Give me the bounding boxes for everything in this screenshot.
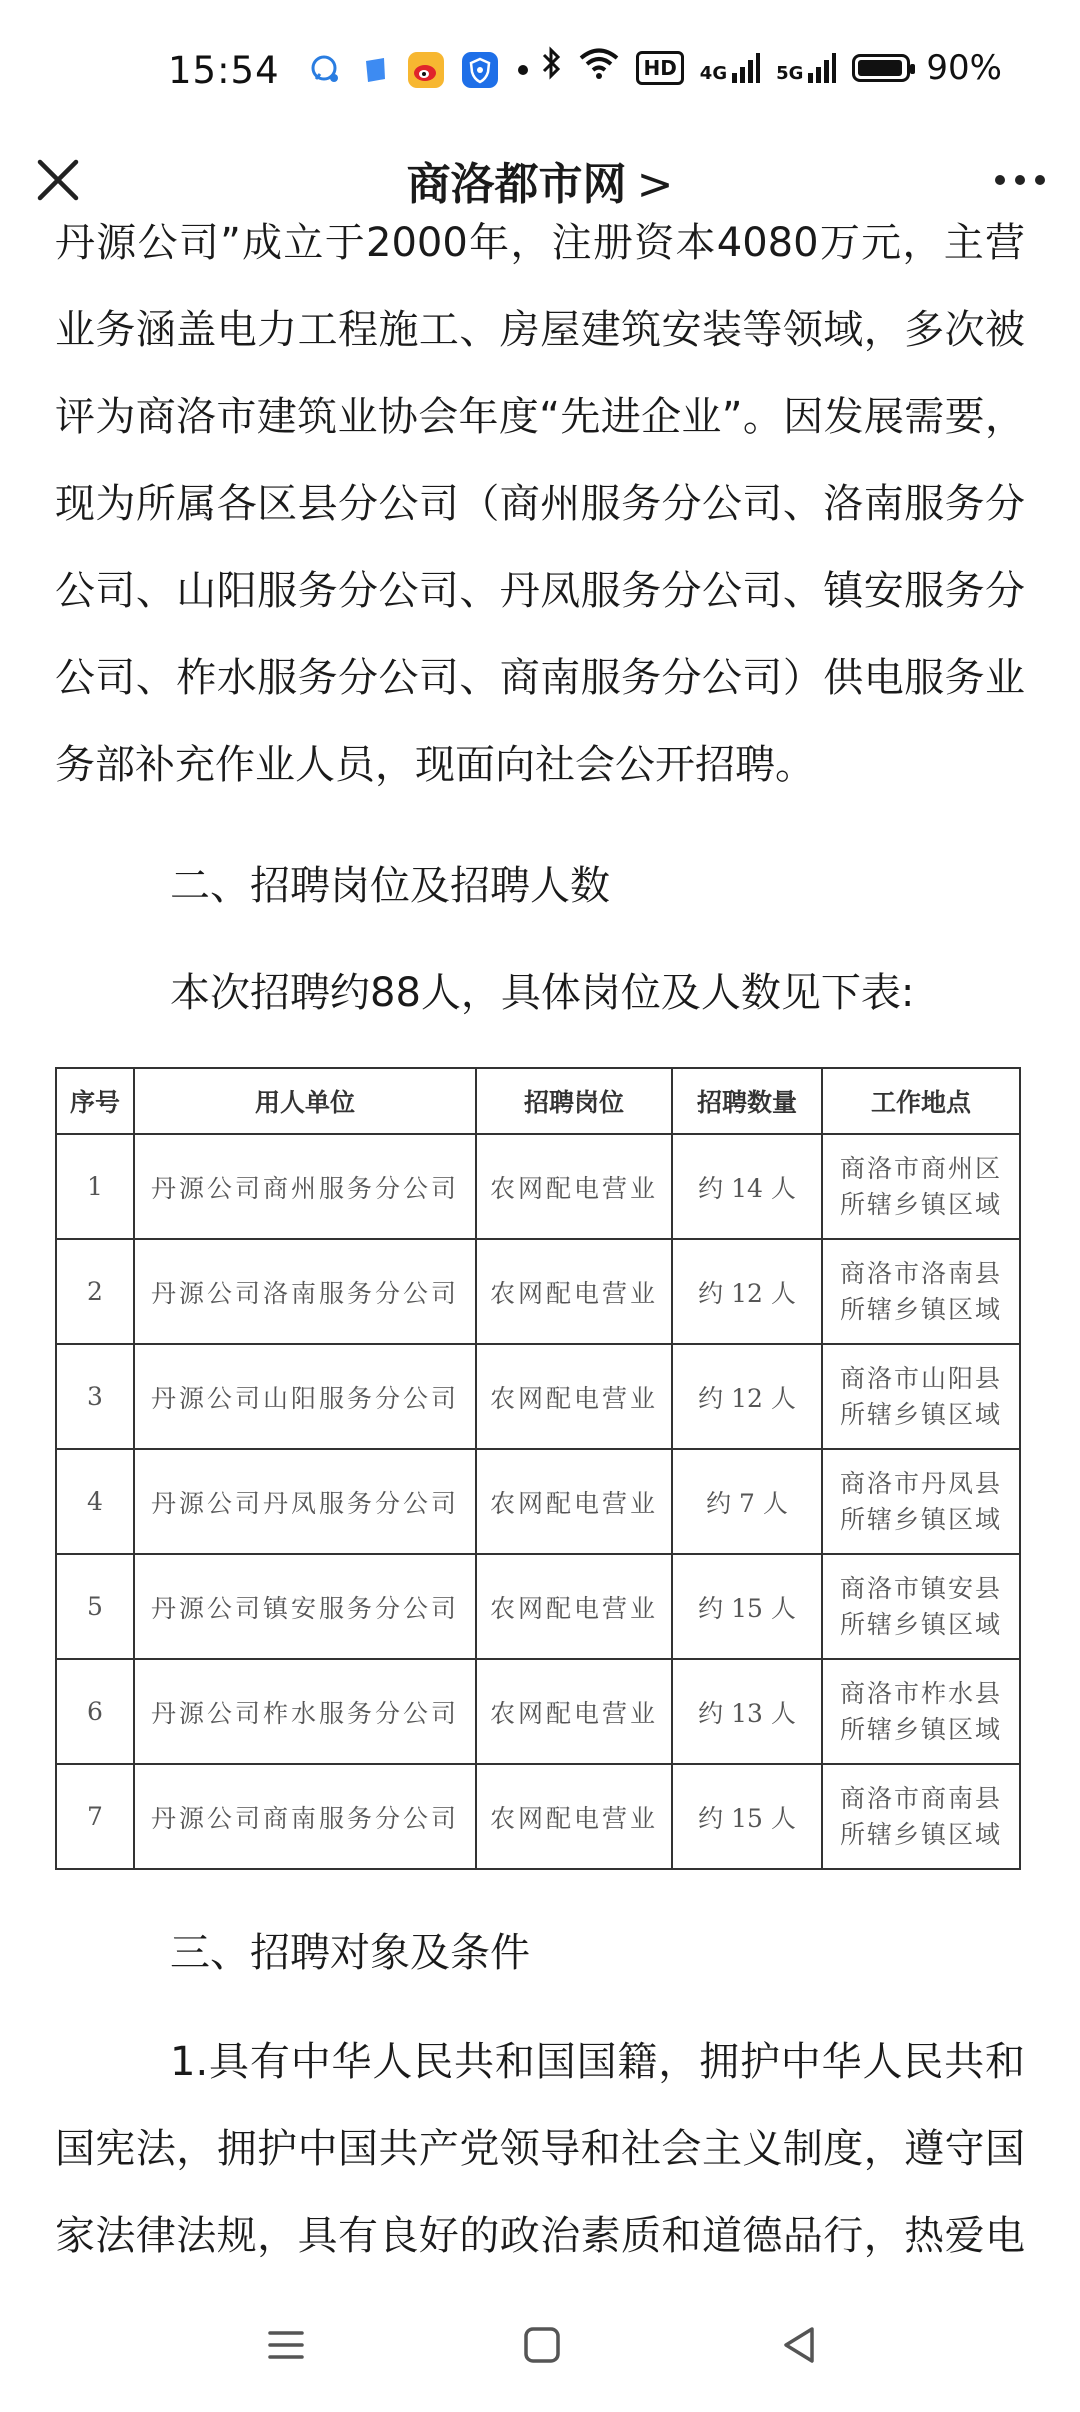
cell-count: 约 13 人 [672, 1659, 822, 1764]
cell-position: 农网配电营业 [476, 1764, 672, 1869]
cell-location: 商洛市洛南县 所辖乡镇区域 [822, 1239, 1020, 1344]
header-unit: 用人单位 [134, 1068, 476, 1134]
cell-count: 约 15 人 [672, 1554, 822, 1659]
table-row [56, 1659, 1020, 1764]
header-location: 工作地点 [822, 1068, 1020, 1134]
back-button[interactable] [770, 2315, 830, 2375]
intro-paragraph: 丹源公司”成立于2000年，注册资本4080万元，主营业务涵盖电力工程施工、房屋建筑安装等领域，多次被评为商洛市建筑业协会年度“先进企业”。因发展需要，现为所属各区县分公司（商州服务分公司、洛南服务分公司、山阳服务分公司、丹凤服务分公司、镇安服务分公司、柞水服务分公司、商南服务分公司）供电服务业务部补充作业人员，现面向社会公开招聘。 [55, 220, 1025, 788]
cell-no: 1 [56, 1134, 134, 1239]
cell-unit: 丹源公司镇安服务分公司 [134, 1554, 476, 1659]
header-no: 序号 [56, 1068, 134, 1134]
back-triangle-icon [770, 2315, 830, 2375]
recruitment-table [55, 1067, 1021, 1870]
section3-item1: 1.具有中华人民共和国国籍，拥护中华人民共和国宪法，拥护中国共产党领导和社会主义制度，遵守国家法律法规，具有良好的政治素质和道德品行，热爱电 [55, 2039, 1025, 2259]
section3-heading: 三、招聘对象及条件 [170, 1930, 530, 1976]
status-bar [0, 0, 1080, 140]
cell-position: 农网配电营业 [476, 1344, 672, 1449]
shield-app-icon [462, 52, 498, 88]
cell-count: 约 14 人 [672, 1134, 822, 1239]
chevron-right-icon: > [636, 159, 674, 210]
table-row [56, 1134, 1020, 1239]
cell-location: 商洛市商州区 所辖乡镇区域 [822, 1134, 1020, 1239]
cell-no: 2 [56, 1239, 134, 1344]
cell-position: 农网配电营业 [476, 1659, 672, 1764]
cell-count: 约 12 人 [672, 1344, 822, 1449]
navigation-bar [0, 2275, 1080, 2412]
table-row [56, 1449, 1020, 1554]
bluetooth-icon [540, 46, 562, 89]
cell-unit: 丹源公司商南服务分公司 [134, 1764, 476, 1869]
dot-icon [516, 63, 530, 77]
more-dots-icon [990, 160, 1050, 200]
table-row [56, 1554, 1020, 1659]
weibo-icon [408, 52, 444, 88]
menu-button[interactable] [256, 2315, 316, 2375]
cell-no: 5 [56, 1554, 134, 1659]
wifi-icon [578, 46, 620, 89]
status-right-cluster [540, 46, 1002, 89]
cell-location: 商洛市镇安县 所辖乡镇区域 [822, 1554, 1020, 1659]
menu-icon [256, 2315, 316, 2375]
section2-heading: 二、招聘岗位及招聘人数 [170, 863, 610, 909]
cell-position: 农网配电营业 [476, 1134, 672, 1239]
table-header-row [56, 1068, 1020, 1134]
cell-location: 商洛市柞水县 所辖乡镇区域 [822, 1659, 1020, 1764]
article-body [55, 220, 1025, 2275]
cell-location: 商洛市山阳县 所辖乡镇区域 [822, 1344, 1020, 1449]
chat-bubble-icon [308, 53, 342, 87]
cell-unit: 丹源公司洛南服务分公司 [134, 1239, 476, 1344]
cell-no: 4 [56, 1449, 134, 1554]
cell-unit: 丹源公司商州服务分公司 [134, 1134, 476, 1239]
header-count: 招聘数量 [672, 1068, 822, 1134]
cell-unit: 丹源公司丹凤服务分公司 [134, 1449, 476, 1554]
status-time: 15:54 [168, 48, 280, 92]
title-text: 商洛都市网 [406, 159, 627, 210]
cell-count: 约 7 人 [672, 1449, 822, 1554]
cell-position: 农网配电营业 [476, 1239, 672, 1344]
cell-unit: 丹源公司柞水服务分公司 [134, 1659, 476, 1764]
recruitment-table-image [55, 1067, 1021, 1870]
cell-no: 7 [56, 1764, 134, 1869]
cell-count: 约 12 人 [672, 1239, 822, 1344]
table-row [56, 1764, 1020, 1869]
home-button[interactable] [512, 2315, 572, 2375]
signal-4g-icon: 4G [700, 53, 760, 83]
cell-unit: 丹源公司山阳服务分公司 [134, 1344, 476, 1449]
blue-app-icon [360, 55, 390, 85]
signal-5g-icon: 5G [776, 53, 836, 83]
battery-percent: 90% [926, 47, 1002, 88]
cell-no: 6 [56, 1659, 134, 1764]
cell-position: 农网配电营业 [476, 1449, 672, 1554]
cell-location: 商洛市丹凤县 所辖乡镇区域 [822, 1449, 1020, 1554]
more-options-button[interactable] [990, 160, 1050, 200]
table-row [56, 1239, 1020, 1344]
cell-no: 3 [56, 1344, 134, 1449]
home-square-icon [512, 2315, 572, 2375]
cell-location: 商洛市商南县 所辖乡镇区域 [822, 1764, 1020, 1869]
header-position: 招聘岗位 [476, 1068, 672, 1134]
hd-badge: HD [636, 51, 683, 85]
battery-icon [852, 54, 910, 82]
cell-position: 农网配电营业 [476, 1554, 672, 1659]
section2-text: 本次招聘约88人，具体岗位及人数见下表: [170, 970, 915, 1016]
cell-count: 约 15 人 [672, 1764, 822, 1869]
table-row [56, 1344, 1020, 1449]
